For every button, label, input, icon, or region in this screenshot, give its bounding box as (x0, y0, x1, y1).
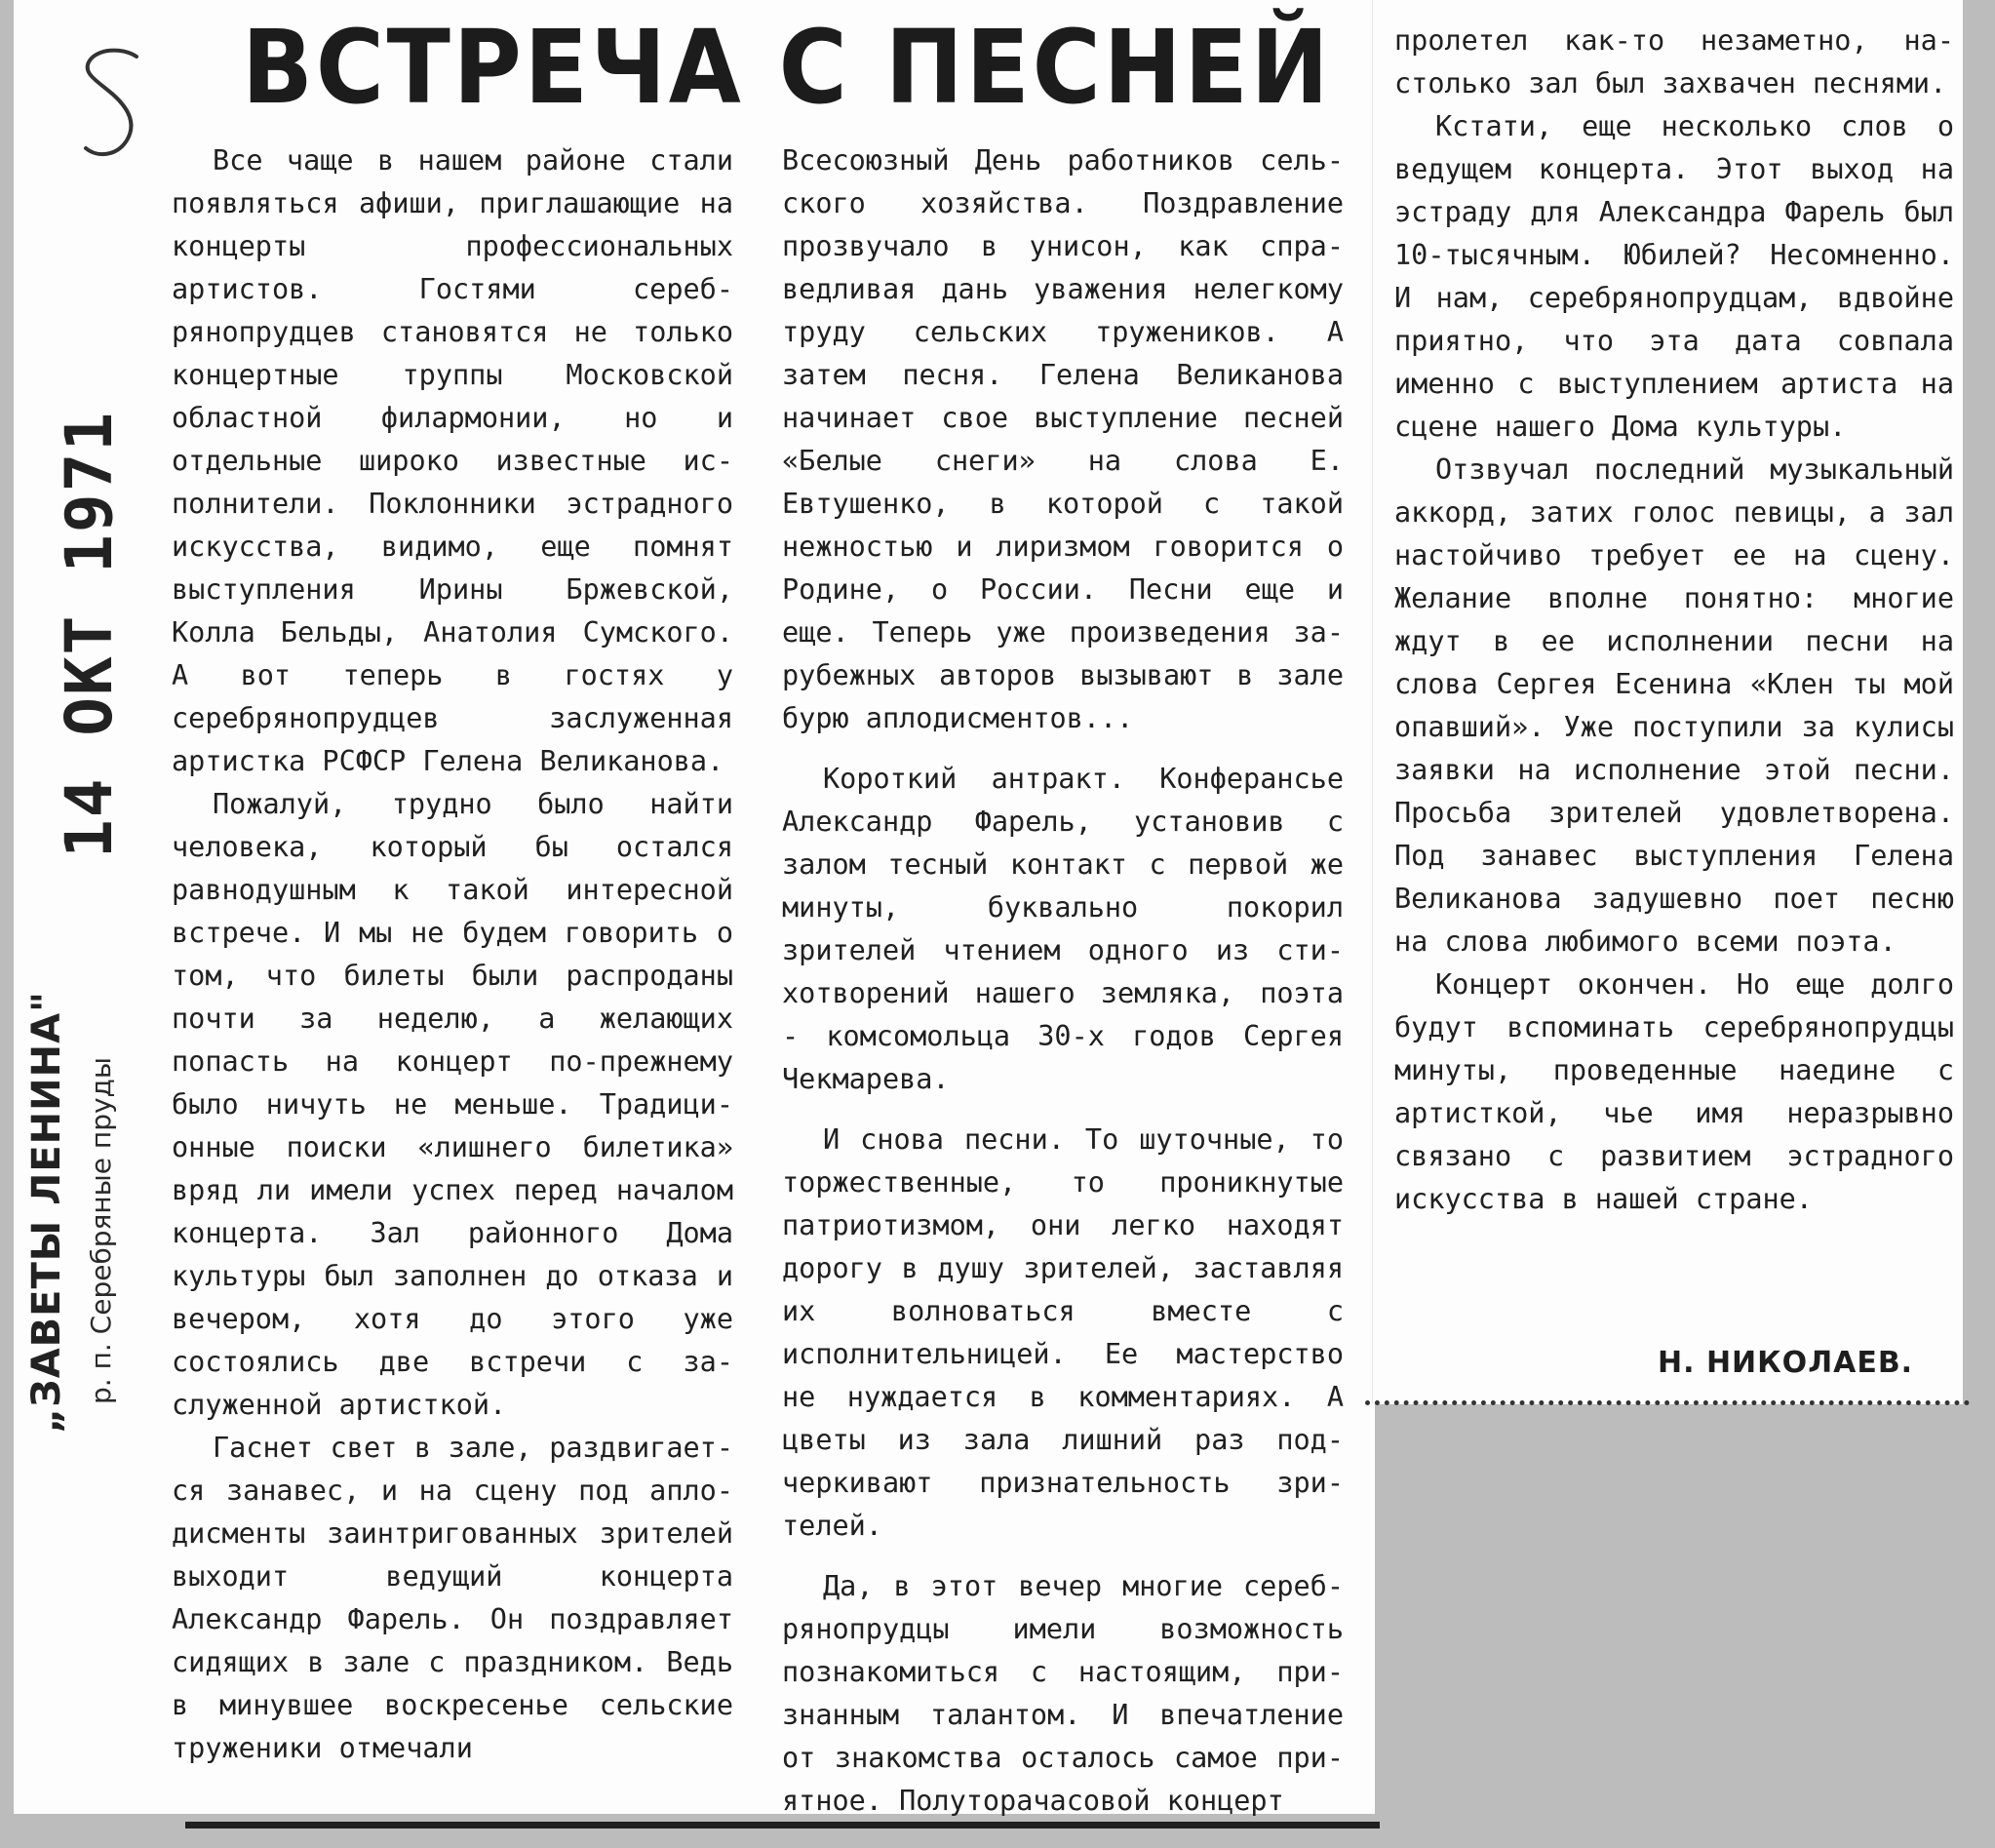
column-rule (1372, 0, 1373, 1404)
author-signature: Н. НИКОЛАЕВ. (1658, 1346, 1914, 1380)
paragraph: Пожалуй, трудно было найти человека, который бы остался равнодушным к такой интересной встрече. И мы не будем говорить о том, что билеты были распроданы почти за неделю, а желающих попасть на концерт по-прежнему было ничуть не меньше. Традиционные поиски «лишнего билетика» вряд ли имели успех перед началом концерта. Зал районного Дома культуры был заполнен до отказа и вечером, хотя до этого уже состоялись две встречи с заслуженной артисткой. (172, 788, 733, 1421)
article-column-1 (172, 139, 733, 1770)
newspaper-stamp (18, 907, 76, 1434)
article-headline: ВСТРЕЧА С ПЕСНЕЙ (242, 8, 1332, 127)
paragraph: Гаснет свет в зале, раздвигается занавес, и на сцену под аплодисменты заинтригованных зрителей выходит ведущий концерта Александр Фарель. Он поздравляет сидящих в зале с праздником. Ведь в минувшее воскресенье сельские труженики отмечали (172, 1432, 733, 1764)
bottom-rule (185, 1822, 1380, 1828)
date-stamp-text: 14 ОКТ 1971 (52, 410, 127, 858)
paragraph: Короткий антракт. Конферансье Александр Фарель, установив с залом тесный контакт с первой же минуты, буквально покорил зрителей чтением одного из стихотворений нашего земляка, поэта - комсомольца 30-х годов Сергея Чекмарева. (782, 763, 1344, 1095)
place-stamp (80, 917, 123, 1404)
paragraph: Кстати, еще несколько слов о ведущем концерта. Этот выход на эстраду для Александра Фарель был 10-тысячным. Юбилей? Несомненно. И нам, серебрянопрудцам, вдвойне приятно, что эта дата совпала именно с выступлением артиста на сцене нашего Дома культуры. (1394, 110, 1954, 443)
paragraph: пролетел как-то незаметно, настолько зал был захвачен песнями. (1394, 24, 1954, 99)
paragraph: Концерт окончен. Но еще долго будут вспоминать серебрянопрудцы минуты, проведенные наедине с артисткой, чье имя неразрывно связано с развитием эстрадного искусства в нашей стране. (1394, 968, 1954, 1215)
paragraph: И снова песни. То шуточные, то торжественные, то проникнутые патриотизмом, они легко находят дорогу в душу зрителей, заставляя их волноваться вместе с исполнительницей. Ее мастерство не нуждается в комментариях. А цветы из зала лишний раз подчеркивают признательность зрителей. (782, 1123, 1344, 1542)
paragraph: Отзвучал последний музыкальный аккорд, затих голос певицы, а зал настойчиво требует ее на сцену. Желание вполне понятно: многие ждут в ее исполнении песни на слова Сергея Есенина «Клен ты мой опавший». Уже поступили за кулисы заявки на исполнение этой песни. Просьба зрителей удовлетворена. Под занавес выступления Гелена Великанова задушевно поет песню на слова любимого всеми поэта. (1394, 453, 1954, 958)
cut-edge (1365, 1400, 1970, 1405)
paragraph: Всесоюзный День работников сельского хозяйства. Поздравление прозвучало в унисон, как справедливая дань уважения нелегкому труду сельских тружеников. А затем песня. Гелена Великанова начинает свое выступление песней «Белые снеги» на слова Е. Евтушенко, в которой с такой нежностью и лиризмом говорится о Родине, о России. Песни еще и еще. Теперь уже произведения зарубежных авторов вызывают в зале бурю аплодисментов... (782, 144, 1344, 734)
background-scan-area (1375, 1404, 1995, 1848)
article-column-3 (1394, 20, 1954, 1221)
handwritten-number-mark (68, 39, 156, 166)
paragraph: Все чаще в нашем районе стали появляться афиши, приглашающие на концерты профессиональных артистов. Гостями серебрянопрудцев становятся не только концертные труппы Московской областной филармонии, но и отдельные широко известные исполнители. Поклонники эстрадного искусства, видимо, еще помнят выступления Ирины Бржевской, Колла Бельды, Анатолия Сумского. А вот теперь в гостях у серебрянопрудцев заслуженная артистка РСФСР Гелена Великанова. (172, 144, 733, 777)
place-name: р. п. Серебряные пруды (85, 1056, 117, 1404)
date-stamp (51, 410, 129, 858)
newspaper-name: „ЗАВЕТЫ ЛЕНИНА" (24, 991, 69, 1434)
paragraph: Да, в этот вечер многие серебрянопрудцы имели возможность познакомиться с настоящим, признанным талантом. И впечатление от знакомства осталось самое приятное. Полуторачасовой концерт (782, 1570, 1344, 1817)
article-column-2 (782, 139, 1344, 1823)
